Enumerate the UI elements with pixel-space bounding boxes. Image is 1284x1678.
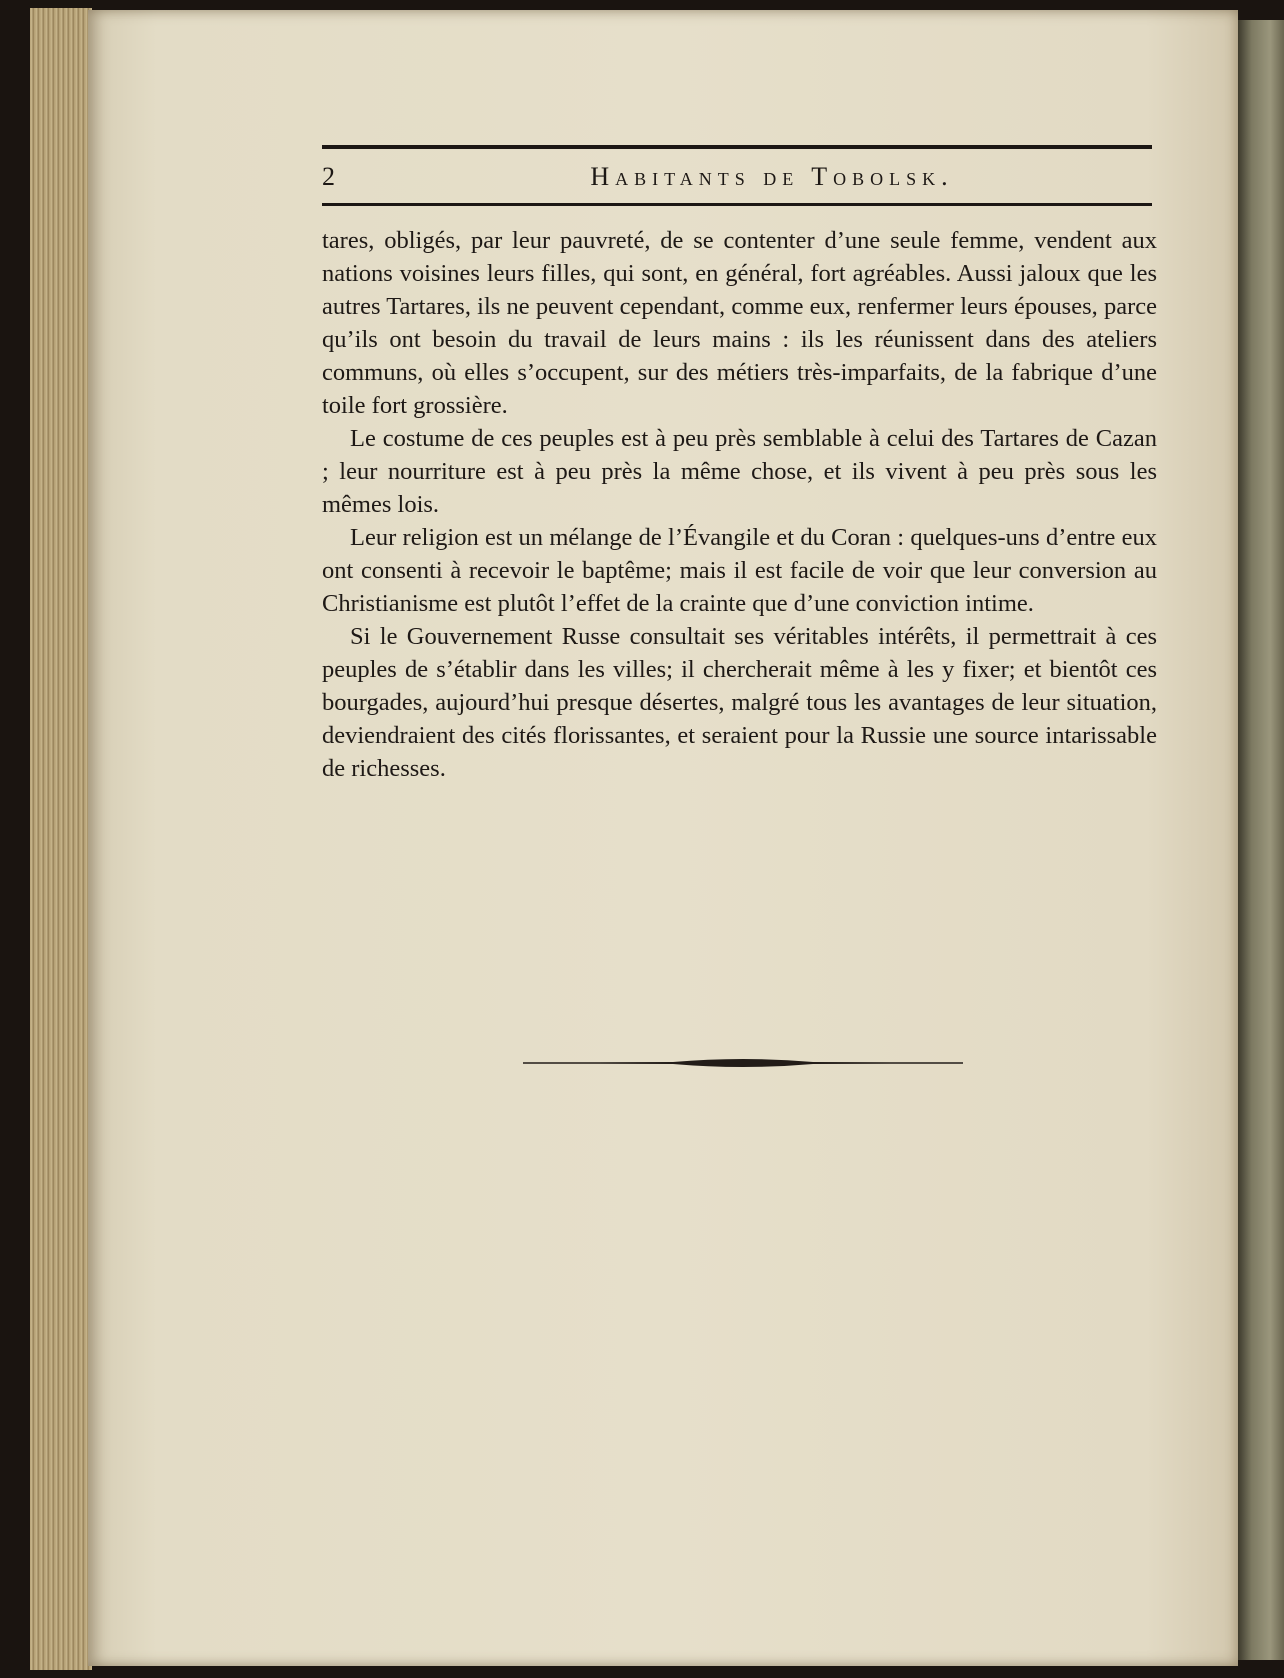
paragraph-religion: Leur religion est un mélange de l’Évangile et du Coran : quelques-uns d’entre eux ont consenti à recevoir le baptême; mais il est facile de voir que leur conversion au Christianisme est plutôt l’effet de la crainte que d’une conviction intime. (322, 524, 1157, 617)
running-title: Habitants de Tobolsk. (590, 162, 954, 191)
page-edges-left (30, 8, 92, 1670)
body-text (322, 224, 1157, 785)
paragraph-government: Si le Gouvernement Russe consultait ses véritables intérêts, il permettrait à ces peuples de s’établir dans les villes; il chercherait même à les y fixer; et bientôt ces bourgades, aujourd’hui presque désertes, malgré tous les avantages de leur situation, deviendraient des cités florissantes, et seraient pour la Russie une source intarissable de richesses. (322, 623, 1157, 782)
running-header (322, 162, 1152, 194)
facing-page-edge (1238, 20, 1284, 1660)
header-rule-bottom (322, 203, 1152, 206)
page-number: 2 (322, 162, 335, 191)
header-rule-top (322, 145, 1152, 149)
tailpiece-ornament (523, 1057, 963, 1069)
paragraph-costume: Le costume de ces peuples est à peu près semblable à celui des Tartares de Cazan ; leur nourriture est à peu près la même chose, et ils vivent à peu près sous les mêmes lois. (322, 425, 1157, 518)
paragraph-continuation: tares, obligés, par leur pauvreté, de se contenter d’une seule femme, vendent aux nations voisines leurs filles, qui sont, en général, fort agréables. Aussi jaloux que les autres Tartares, ils ne peuvent cependant, comme eux, renfermer leurs épouses, parce qu’ils ont besoin du travail de leurs mains : ils les réunissent dans des ateliers communs, où elles s’occupent, sur des métiers très-imparfaits, de la fabrique d’une toile fort grossière. (322, 227, 1157, 419)
